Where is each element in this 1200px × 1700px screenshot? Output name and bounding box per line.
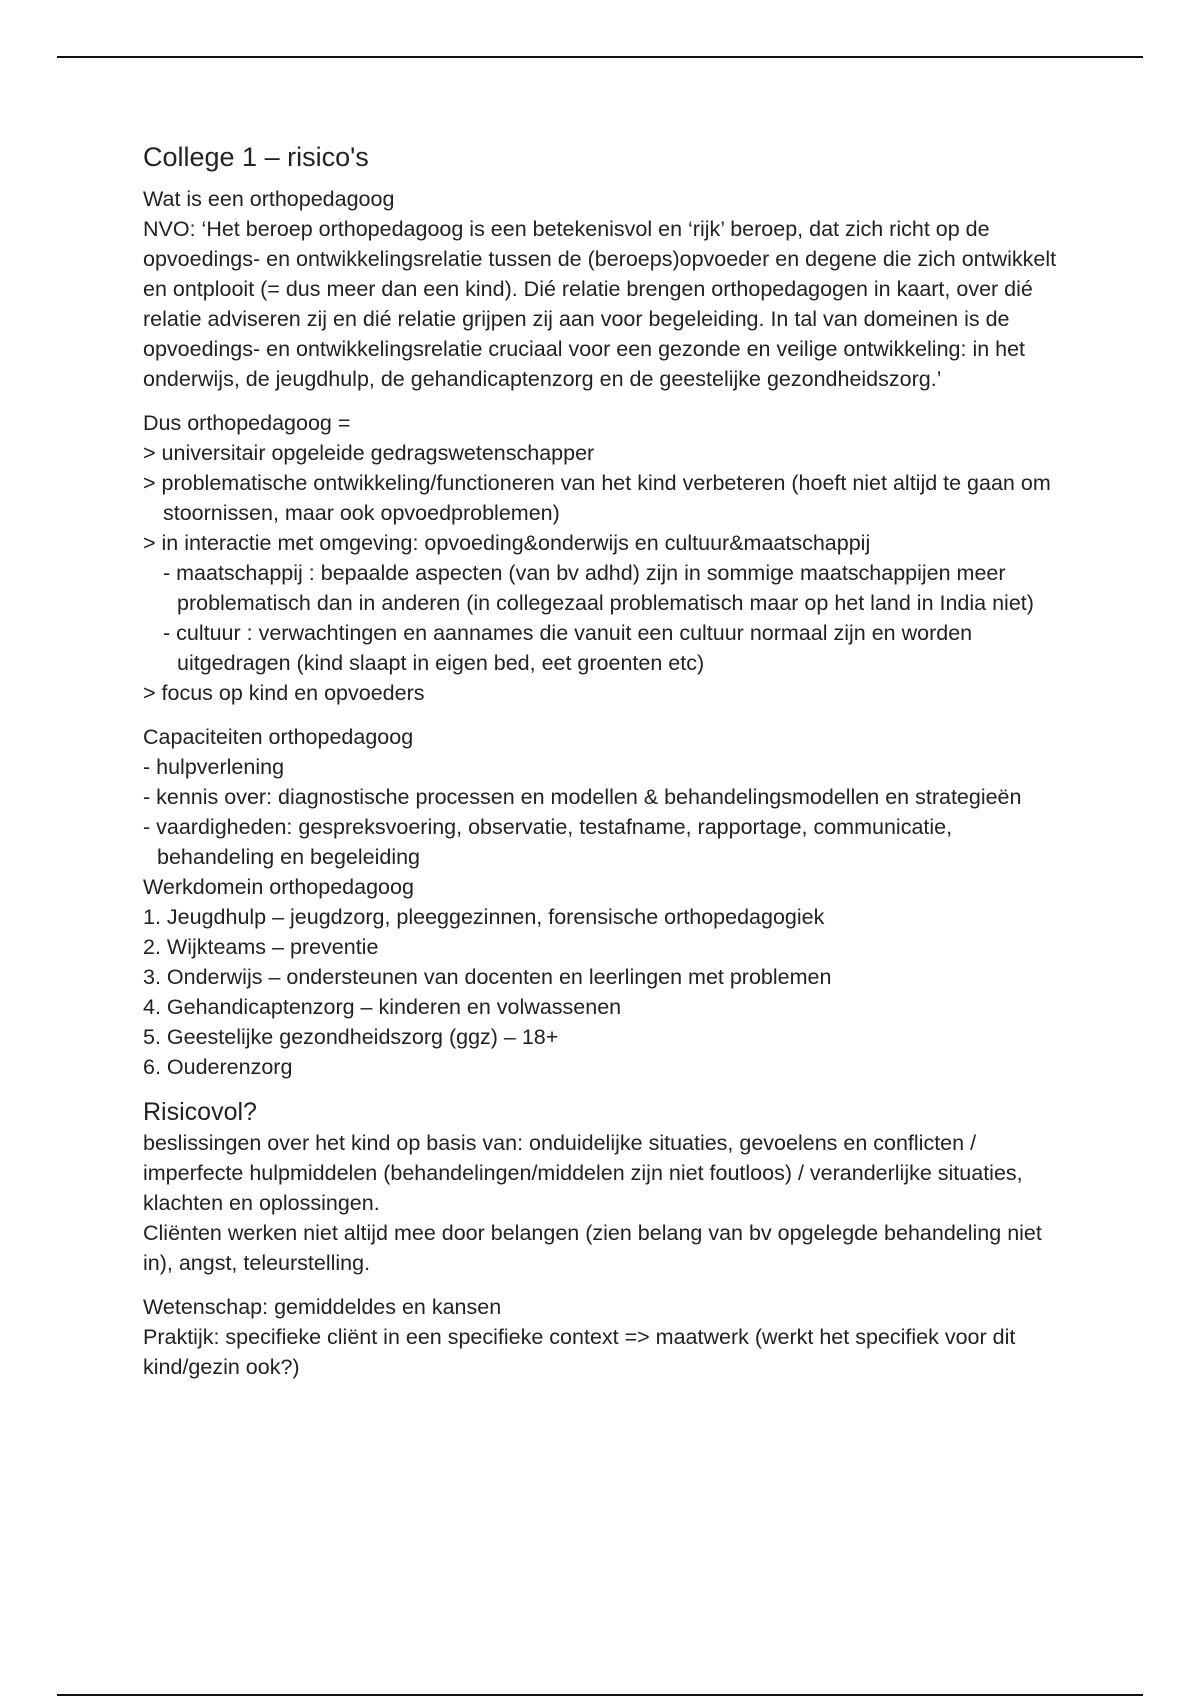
- section-risk-heading: Risicovol?: [143, 1098, 257, 1126]
- page-title: College 1 – risico's: [143, 142, 369, 172]
- section-what: [143, 184, 1073, 394]
- section-dus: [143, 408, 1073, 708]
- section-science: [143, 1292, 1073, 1382]
- list-item: 6. Ouderenzorg: [143, 1055, 293, 1079]
- sub-list-item: - cultuur : verwachtingen en aannames die vanuit een cultuur normaal zijn en worden uitgedragen (kind slaapt in eigen bed, eet groenten etc): [163, 621, 973, 675]
- list-item: 4. Gehandicaptenzorg – kinderen en volwassenen: [143, 995, 622, 1019]
- section-dus-heading: Dus orthopedagoog =: [143, 411, 351, 435]
- list-item: 5. Geestelijke gezondheidszorg (ggz) – 18+: [143, 1025, 559, 1049]
- section-capacities-heading: Capaciteiten orthopedagoog: [143, 725, 414, 749]
- section-risk: [143, 1096, 1073, 1278]
- risk-paragraph-2: Cliënten werken niet altijd mee door belangen (zien belang van bv opgelegde behandeling niet in), angst, teleurstelling.: [143, 1221, 1042, 1275]
- section-domain: [143, 872, 1073, 1082]
- section-what-heading: Wat is een orthopedagoog: [143, 187, 395, 211]
- section-domain-heading: Werkdomein orthopedagoog: [143, 875, 414, 899]
- list-item: 1. Jeugdhulp – jeugdzorg, pleeggezinnen, forensische orthopedagogiek: [143, 905, 825, 929]
- practice-line: Praktijk: specifieke cliënt in een specifieke context => maatwerk (werkt het specifiek voor dit kind/gezin ook?): [143, 1325, 1016, 1379]
- list-item: - kennis over: diagnostische processen en modellen & behandelingsmodellen en strategieën: [143, 785, 1022, 809]
- list-item: - vaardigheden: gespreksvoering, observatie, testafname, rapportage, communicatie, behandeling en begeleiding: [143, 815, 953, 869]
- sub-list-item: - maatschappij : bepaalde aspecten (van bv adhd) zijn in sommige maatschappijen meer problematisch dan in anderen (in collegezaal problematisch maar op het land in India niet): [163, 561, 1034, 615]
- list-item: > universitair opgeleide gedragswetenschapper: [143, 441, 595, 465]
- nvo-quote: NVO: ‘Het beroep orthopedagoog is een betekenisvol en ‘rijk’ beroep, dat zich richt op de opvoedings- en ontwikkelingsrelatie tussen de (beroeps)opvoeder en degene die zich ontwikkelt en ontplooit (= dus meer dan een kind). Dié relatie brengen orthopedagogen in kaart, over dié relatie adviseren zij en dié relatie grijpen zij aan voor begeleiding. In tal van domeinen is de opvoedings- en ontwikkelingsrelatie cruciaal voor een gezonde en veilige ontwikkeling: in het onderwijs, de jeugdhulp, de gehandicaptenzorg en de geestelijke gezondheidszorg.’: [143, 217, 1057, 391]
- top-rule: [57, 56, 1143, 58]
- list-item: > in interactie met omgeving: opvoeding&onderwijs en cultuur&maatschappij: [143, 531, 871, 555]
- science-line: Wetenschap: gemiddeldes en kansen: [143, 1295, 502, 1319]
- bottom-rule: [57, 1694, 1143, 1696]
- list-item: 2. Wijkteams – preventie: [143, 935, 379, 959]
- section-capacities: [143, 722, 1073, 872]
- list-item: - hulpverlening: [143, 755, 285, 779]
- document-body: [143, 140, 1073, 1382]
- list-item: > focus op kind en opvoeders: [143, 681, 425, 705]
- list-item: > problematische ontwikkeling/functioneren van het kind verbeteren (hoeft niet altijd te gaan om stoornissen, maar ook opvoedproblemen): [143, 471, 1051, 525]
- list-item: 3. Onderwijs – ondersteunen van docenten en leerlingen met problemen: [143, 965, 832, 989]
- risk-paragraph-1: beslissingen over het kind op basis van: onduidelijke situaties, gevoelens en conflicten / imperfecte hulpmiddelen (behandelingen/middelen zijn niet foutloos) / veranderlijke situaties, klachten en oplossingen.: [143, 1131, 1023, 1215]
